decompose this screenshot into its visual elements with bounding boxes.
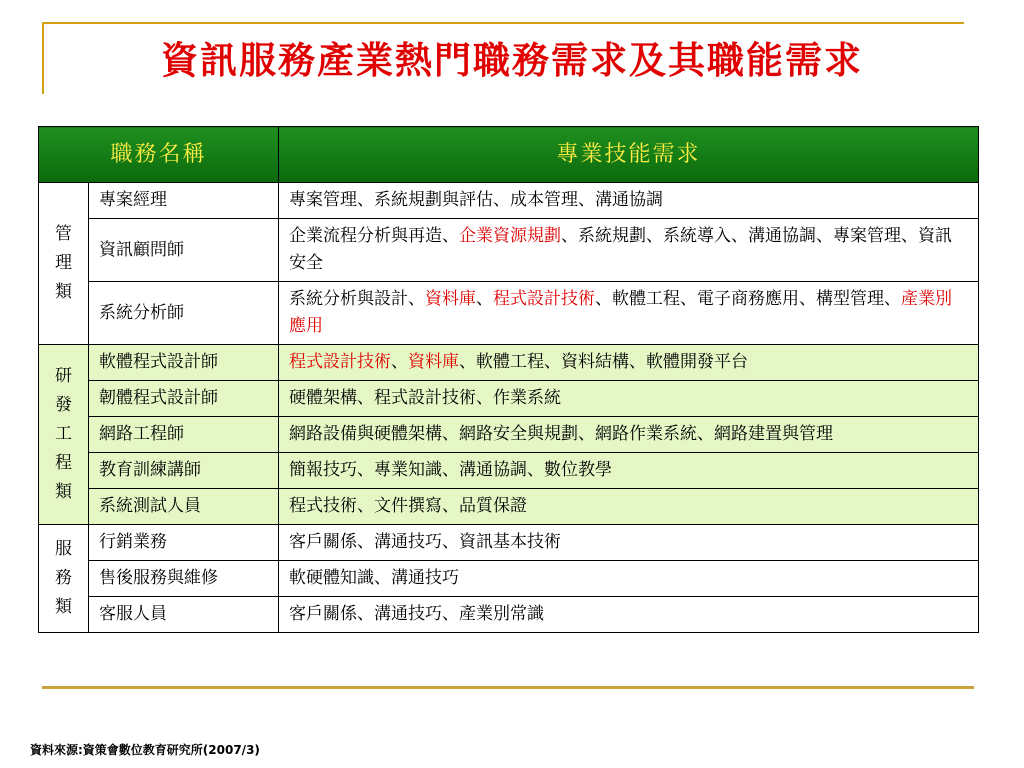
job-title-cell: 系統分析師 bbox=[89, 282, 279, 345]
category-char: 類 bbox=[55, 597, 72, 617]
category-char: 務 bbox=[55, 568, 72, 588]
job-title-cell: 軟體程式設計師 bbox=[89, 345, 279, 381]
skill-text: 、軟體工程、電子商務應用、構型管理、 bbox=[595, 289, 902, 309]
job-title-cell: 專案經理 bbox=[89, 183, 279, 219]
skill-text: 客戶關係、溝通技巧、產業別常識 bbox=[289, 604, 545, 624]
skill-text: 客戶關係、溝通技巧、資訊基本技術 bbox=[289, 532, 562, 552]
skills-cell bbox=[279, 381, 979, 417]
skill-text: 、 bbox=[391, 352, 409, 372]
header-job-name: 職務名稱 bbox=[39, 127, 279, 183]
table-row bbox=[39, 525, 979, 561]
skills-table bbox=[38, 126, 979, 633]
table-row bbox=[39, 597, 979, 633]
highlighted-skill: 程式設計技術 bbox=[493, 289, 596, 309]
highlighted-skill: 產業別應用 bbox=[289, 289, 953, 336]
category-char: 類 bbox=[55, 282, 72, 302]
skills-cell bbox=[279, 183, 979, 219]
skill-text: 、軟體工程、資料結構、軟體開發平台 bbox=[459, 352, 749, 372]
category-cell bbox=[39, 345, 89, 525]
skills-cell bbox=[279, 282, 979, 345]
category-cell bbox=[39, 525, 89, 633]
job-title-cell: 行銷業務 bbox=[89, 525, 279, 561]
category-char: 發 bbox=[55, 395, 72, 415]
skills-cell bbox=[279, 561, 979, 597]
highlighted-skill: 資料庫 bbox=[408, 352, 460, 372]
table-row bbox=[39, 183, 979, 219]
category-cell bbox=[39, 183, 89, 345]
skill-text: 、系統規劃、系統導入、溝通協調、專案管理、資訊安全 bbox=[289, 226, 953, 273]
skill-text: 、 bbox=[476, 289, 494, 309]
table-row bbox=[39, 489, 979, 525]
skills-cell bbox=[279, 597, 979, 633]
job-title-cell: 系統測試人員 bbox=[89, 489, 279, 525]
skill-text: 企業流程分析與再造、 bbox=[289, 226, 460, 246]
job-title-cell: 網路工程師 bbox=[89, 417, 279, 453]
highlighted-skill: 企業資源規劃 bbox=[459, 226, 562, 246]
category-char: 工 bbox=[55, 424, 72, 444]
skills-cell bbox=[279, 345, 979, 381]
job-title-cell: 客服人員 bbox=[89, 597, 279, 633]
table-row bbox=[39, 417, 979, 453]
table-row bbox=[39, 453, 979, 489]
category-char: 研 bbox=[55, 366, 72, 386]
skill-text: 硬體架構、程式設計技術、作業系統 bbox=[289, 388, 562, 408]
table-row bbox=[39, 381, 979, 417]
skills-cell bbox=[279, 525, 979, 561]
job-title-cell: 售後服務與維修 bbox=[89, 561, 279, 597]
category-char: 理 bbox=[55, 253, 72, 273]
table-row bbox=[39, 282, 979, 345]
table-header-row bbox=[39, 127, 979, 183]
bottom-accent-line bbox=[42, 686, 974, 689]
category-char: 管 bbox=[55, 224, 72, 244]
skill-text: 簡報技巧、專業知識、溝通協調、數位教學 bbox=[289, 460, 613, 480]
source-note: 資料來源:資策會數位教育研究所(2007/3) bbox=[30, 743, 260, 757]
skills-cell bbox=[279, 453, 979, 489]
skill-text: 程式技術、文件撰寫、品質保證 bbox=[289, 496, 528, 516]
job-title-cell: 教育訓練講師 bbox=[89, 453, 279, 489]
skill-text: 專案管理、系統規劃與評估、成本管理、溝通協調 bbox=[289, 190, 664, 210]
skill-text: 系統分析與設計、 bbox=[289, 289, 426, 309]
top-accent-line bbox=[42, 22, 964, 24]
skills-cell bbox=[279, 219, 979, 282]
table-row bbox=[39, 345, 979, 381]
table-body bbox=[39, 183, 979, 633]
skills-cell bbox=[279, 417, 979, 453]
category-char: 程 bbox=[55, 453, 72, 473]
skill-text: 軟硬體知識、溝通技巧 bbox=[289, 568, 460, 588]
highlighted-skill: 程式設計技術 bbox=[289, 352, 392, 372]
table-row bbox=[39, 219, 979, 282]
skill-text: 網路設備與硬體架構、網路安全與規劃、網路作業系統、網路建置與管理 bbox=[289, 424, 834, 444]
category-char: 類 bbox=[55, 482, 72, 502]
page-title: 資訊服務產業熱門職務需求及其職能需求 bbox=[161, 38, 863, 82]
job-title-cell: 韌體程式設計師 bbox=[89, 381, 279, 417]
left-accent-line bbox=[42, 22, 44, 94]
category-char: 服 bbox=[55, 539, 72, 559]
table-row bbox=[39, 561, 979, 597]
header-skill-requirements: 專業技能需求 bbox=[279, 127, 979, 183]
highlighted-skill: 資料庫 bbox=[425, 289, 477, 309]
skills-cell bbox=[279, 489, 979, 525]
job-title-cell: 資訊顧問師 bbox=[89, 219, 279, 282]
